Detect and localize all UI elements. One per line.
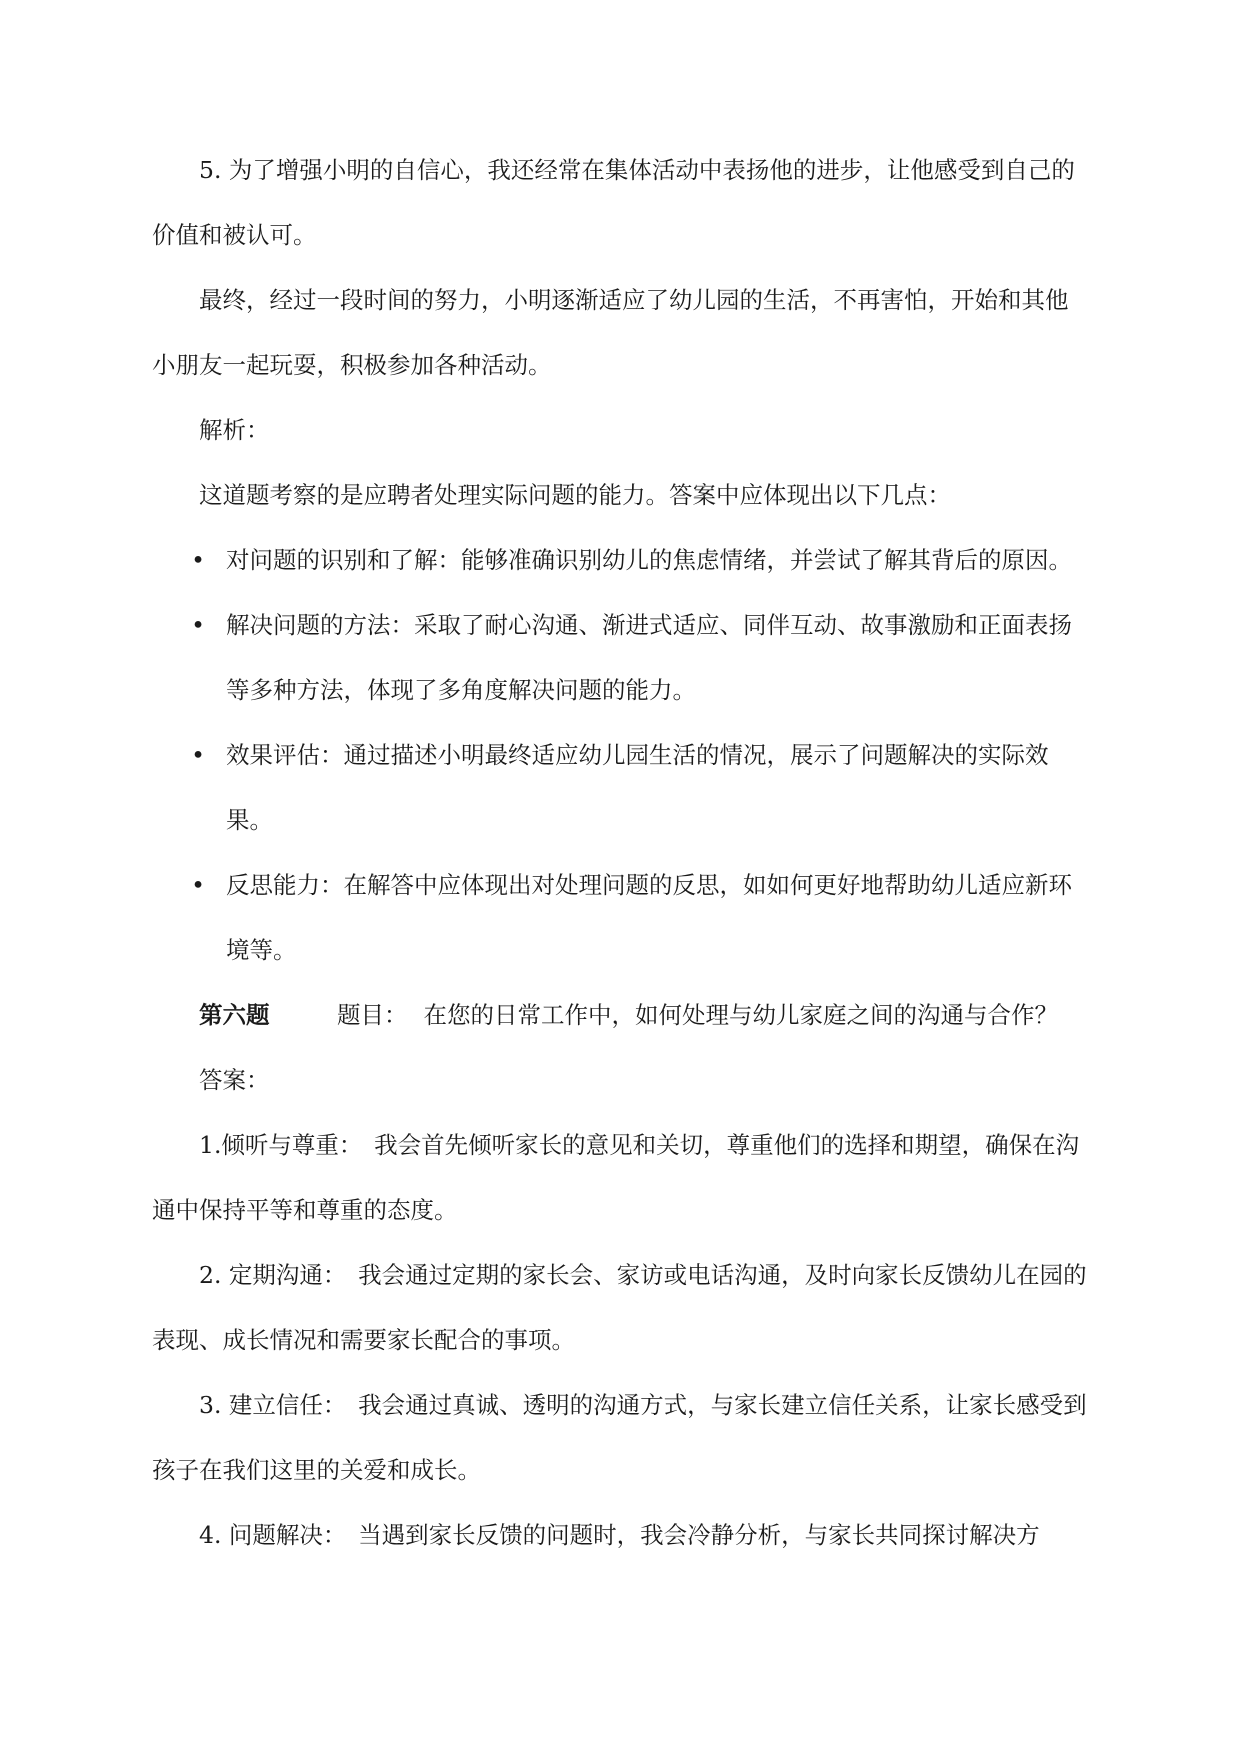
question-text: 在您的日常工作中，如何处理与幼儿家庭之间的沟通与合作？ [423, 1001, 1058, 1029]
list-item [152, 853, 1091, 983]
answer-item: 4. 问题解决： 当遇到家长反馈的问题时，我会冷静分析，与家长共同探讨解决方 [199, 1521, 1040, 1549]
answer-item: 3. 建立信任： 我会通过真诚、透明的沟通方式，与家长建立信任关系，让家长感受到孩子在我们这里的关爱和成长。 [152, 1391, 1087, 1484]
question-number: 第六题 [199, 1001, 270, 1029]
bullet-icon: • [191, 871, 205, 899]
paragraph-outcome: 最终，经过一段时间的努力，小明逐渐适应了幼儿园的生活，不再害怕，开始和其他小朋友一起玩耍，积极参加各种活动。 [152, 286, 1069, 379]
analysis-points-list [152, 528, 1091, 983]
paragraph-step-5: 5. 为了增强小明的自信心，我还经常在集体活动中表扬他的进步，让他感受到自己的价值和被认可。 [152, 156, 1075, 249]
bullet-icon: • [191, 611, 205, 639]
bullet-icon: • [191, 546, 205, 574]
question-label: 题目： [337, 1001, 408, 1029]
analysis-point-text: 效果评估：通过描述小明最终适应幼儿园生活的情况，展示了问题解决的实际效果。 [226, 741, 1049, 834]
list-item [152, 593, 1091, 723]
analysis-point-text: 反思能力：在解答中应体现出对处理问题的反思，如如何更好地帮助幼儿适应新环境等。 [226, 871, 1072, 964]
answer-label: 答案： [199, 1066, 270, 1094]
list-item [152, 528, 1091, 593]
analysis-intro: 这道题考察的是应聘者处理实际问题的能力。答案中应体现出以下几点： [199, 481, 951, 509]
analysis-point-text: 解决问题的方法：采取了耐心沟通、渐进式适应、同伴互动、故事激励和正面表扬等多种方法，体现了多角度解决问题的能力。 [226, 611, 1072, 704]
answer-item: 1.倾听与尊重： 我会首先倾听家长的意见和关切，尊重他们的选择和期望，确保在沟通中保持平等和尊重的态度。 [152, 1131, 1080, 1224]
analysis-label: 解析： [199, 416, 270, 444]
bullet-icon: • [191, 741, 205, 769]
list-item [152, 723, 1091, 853]
analysis-point-text: 对问题的识别和了解：能够准确识别幼儿的焦虑情绪，并尝试了解其背后的原因。 [226, 546, 1072, 574]
question-heading [152, 983, 1091, 1048]
answer-item: 2. 定期沟通： 我会通过定期的家长会、家访或电话沟通，及时向家长反馈幼儿在园的表现、成长情况和需要家长配合的事项。 [152, 1261, 1087, 1354]
